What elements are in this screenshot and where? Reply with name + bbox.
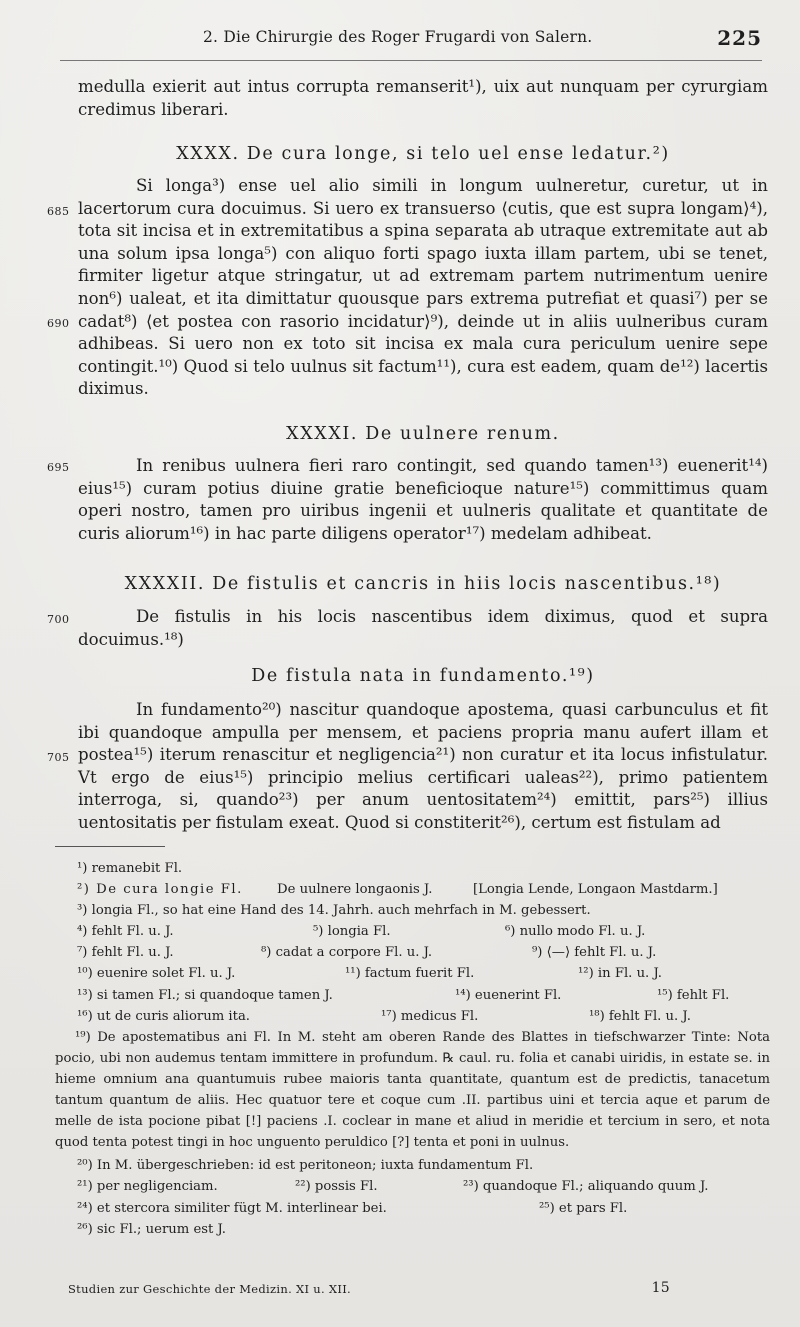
footnote-row [55,985,770,1006]
footnote: ¹⁶) ut de curis aliorum ita. [77,1008,250,1024]
footnote: ⁷) fehlt Fl. u. J. [77,945,174,961]
footnote-row [55,1006,770,1027]
chapter-heading-xxxxii: XXXXII. De fistulis et cancris in hiis locis nascentibus.¹⁸) [124,574,722,594]
running-title: 2. Die Chirurgie des Roger Frugardi von Salern. [203,28,593,46]
paragraph-text: medulla exierit aut intus corrupta remanserit¹), uix aut nunquam per cyrurgiam credimus liberari. [78,77,768,119]
footnote-row [55,1198,770,1219]
line-number: 685 [47,205,70,218]
paragraph-fistula [78,699,768,835]
footnote-row [55,879,770,900]
footnote: De uulnere longaonis J. [277,882,433,898]
footnote-row [55,1155,770,1176]
footnote-row [55,921,770,942]
footnote: ¹⁸) fehlt Fl. u. J. [589,1008,691,1024]
line-number: 700 [47,613,70,626]
line-number: 695 [47,461,70,474]
line-number: 705 [47,751,70,764]
footnote: ²²) possis Fl. [295,1179,378,1195]
footnote-row [55,858,770,879]
paragraph-xxxx [78,175,768,401]
paragraph-continuation [78,76,768,121]
footnote-row [55,1176,770,1197]
paragraph-text: In fundamento²⁰) nascitur quandoque apostema, quasi carbunculus et fit ibi quandoque ampulla per mensem, et paciens propria manu aufert illam et postea¹⁵) iterum renascitur et negligencia²¹) non curatur et ita locus infistulatur. Vt ergo de eius¹⁵) principio melius certificari ualeas²²), primo patientem interroga, si, quando²³) per anum uentositatem²⁴) emittit, pars²⁵) illius uentositatis per fistulam exeat. Quod si constiterit²⁶), certum est fistulam ad [78,700,768,832]
chapter-heading-xxxx: XXXX. De cura longe, si telo uel ense ledatur.²) [176,144,670,164]
footnote-row [55,1219,770,1240]
footnote: ²⁴) et stercora similiter fügt M. interlinear bei. [77,1200,387,1216]
footnote: ¹¹) factum fuerit Fl. [345,966,475,982]
paragraph-text: Si longa³) ense uel alio simili in longum uulneretur, curetur, ut in lacertorum cura docuimus. Si uero ex transuerso ⟨cutis, que est supra longam⟩⁴), tota sit incisa et in extremitatibus a spina separata ab utraque extremitate aut ab una solum ipsa longa⁵) con aliquo forti spago iuxta illam partem, ubi se tenet, firmiter ligetur atque stringatur, ut ad extremam partem nutrimentum uenire non⁶) ualeat, et ita dimittatur quousque pars extrema putrefiat et quasi⁷) per se cadat⁸) ⟨et postea con rasorio incidatur⟩⁹), deinde ut in aliis uulneribus curam adhibeas. Si uero non ex toto sit incisa ex mala cura periculum uenire sepe contingit.¹⁰) Quod si telo uulnus sit factum¹¹), cura est eadem, quam de¹²) lacertis diximus. [78,176,768,399]
footnote: ²⁶) sic Fl.; uerum est J. [77,1221,226,1237]
footnote: ⁴) fehlt Fl. u. J. [77,924,174,940]
footnote-rule [55,846,165,847]
page-footer [68,1282,670,1296]
series-title: Studien zur Geschichte der Medizin. XI u. XII. [68,1282,352,1296]
footnote: ¹⁵) fehlt Fl. [657,987,730,1003]
chapter-heading-xxxxi: XXXXI. De uulnere renum. [286,424,560,444]
footnote: ¹⁹) De apostematibus ani Fl. In M. steht am oberen Rande des Blattes in tiefschwarzer Tinte: Nota pocio, ubi non audemus tentam immittere in profundum. ℞ caul. ru. folia et canabi uiridis, in estate se. in hieme omnium ana quantumuis rubee maioris tanta quantitate, quantum est de predictis, tanacetum tantum quantum de aliis. Hec quatuor tere et coque cum .II. partibus uini et tercia aque et parum de melle de ista pocione pibat [!] paciens .I. coclear in mane et aliud in meridie et tercium in sero, et nota quod tenta potest tingi in hoc unguento peruldico [?] tenta et poni in uulnus. [55,1029,770,1151]
footnote: ⁵) longia Fl. [313,924,391,940]
footnote: [Longia Lende, Longaon Mastdarm.] [473,882,718,898]
footnote: ¹²) in Fl. u. J. [578,966,662,982]
footnote-row [55,900,770,921]
paragraph-xxxxi [78,455,768,545]
paragraph-text: In renibus uulnera fieri raro contingit, sed quando tamen¹³) euenerit¹⁴) eius¹⁵) curam potius diuine gratie beneficioque nature¹⁵) committimus quam operi nostro, tamen pro uiribus ingenii et uulneris qualitate et quantitate de curis aliorum¹⁶) in hac parte diligens operator¹⁷) medelam adhibeat. [78,456,768,543]
footnote: ³) longia Fl., so hat eine Hand des 14. Jahrh. auch mehrfach in M. gebessert. [77,903,591,919]
footnote: ¹) remanebit Fl. [77,861,183,876]
footnote-row [55,942,770,963]
line-number: 690 [47,317,70,330]
footnote: ¹⁴) euenerint Fl. [455,987,562,1003]
footnote: ⁶) nullo modo Fl. u. J. [505,924,646,940]
footnote: ¹³) si tamen Fl.; si quandoque tamen J. [77,987,333,1003]
running-header [60,20,762,61]
paragraph-text: De fistulis in his locis nascentibus idem diximus, quod et supra docuimus.¹⁸) [78,607,768,649]
footnote: ⁹) ⟨—⟩ fehlt Fl. u. J. [532,945,657,961]
footnote: ²⁵) et pars Fl. [539,1200,628,1216]
footnote: ¹⁷) medicus Fl. [381,1008,479,1024]
paragraph-xxxxii [78,606,768,651]
signature-mark: 15 [651,1280,670,1296]
footnote: ¹⁰) euenire solet Fl. u. J. [77,966,236,982]
footnote: ⁸) cadat a corpore Fl. u. J. [261,945,433,961]
footnote: ²³) quandoque Fl.; aliquando quum J. [463,1179,709,1195]
section-heading-fistula: De fistula nata in fundamento.¹⁹) [251,666,595,686]
footnote: ²⁰) In M. übergeschrieben: id est peritoneon; iuxta fundamentum Fl. [77,1158,534,1174]
footnote: ²¹) per negligenciam. [77,1179,218,1195]
footnote: ²) De cura longie Fl. [77,882,243,898]
page-number: 225 [717,26,762,50]
footnotes [55,858,770,1240]
footnote-row [55,963,770,984]
